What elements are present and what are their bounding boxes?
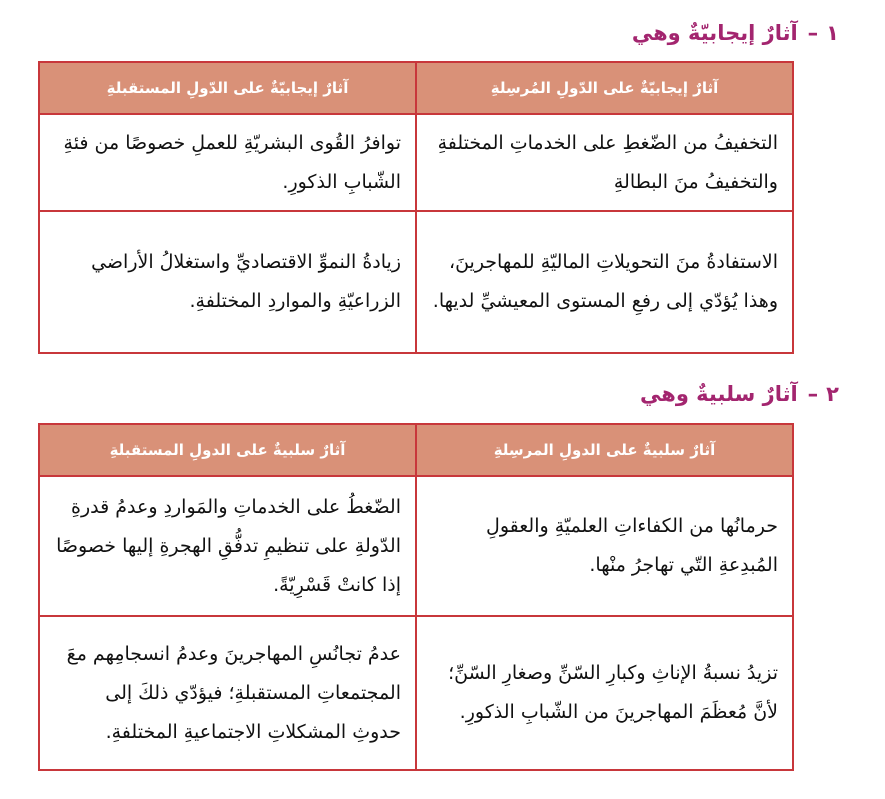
- section-2-number: ٢: [826, 382, 839, 406]
- section-1-heading: [632, 19, 839, 47]
- section-1-dash: –: [807, 21, 819, 45]
- table-row: [39, 616, 793, 770]
- table-row: [39, 211, 793, 353]
- cell-sender-effect: الاستفادةُ منَ التحويلاتِ الماليّةِ للمهاجرينَ، وهذا يُؤدّي إلى رفعِ المستوى المعيشيِّ لديها.: [416, 211, 793, 353]
- table-header-row: [39, 424, 793, 476]
- section-2-title: آثارٌ سلبيةٌ وهي: [640, 382, 798, 406]
- cell-sender-effect: تزيدُ نسبةُ الإناثِ وكبارِ السّنِّ وصغارِ السّنِّ؛ لأنَّ مُعظَمَ المهاجرينَ من الشّبابِ الذكورِ.: [416, 616, 793, 770]
- header-sending-countries: آثارٌ إيجابيّةٌ على الدّولِ المُرسِلةِ: [416, 62, 793, 114]
- section-1-number: ١: [826, 21, 839, 45]
- header-receiving-countries: آثارٌ إيجابيّةٌ على الدّولِ المستقبلةِ: [39, 62, 416, 114]
- cell-sender-effect: التخفيفُ من الضّغطِ على الخدماتِ المختلفةِ والتخفيفُ منَ البطالةِ: [416, 114, 793, 211]
- table-row: [39, 476, 793, 616]
- negative-effects-table: [38, 423, 794, 771]
- section-1-title: آثارٌ إيجابيّةٌ وهي: [631, 21, 798, 45]
- header-receiving-countries: آثارٌ سلبيةٌ على الدولِ المستقبلةِ: [39, 424, 416, 476]
- table-row: [39, 114, 793, 211]
- cell-sender-effect: حرمانُها من الكفاءاتِ العلميّةِ والعقولِ المُبدِعةِ التّي تهاجرُ منْها.: [416, 476, 793, 616]
- positive-effects-table: [38, 61, 794, 354]
- table-header-row: [39, 62, 793, 114]
- cell-receiver-effect: زيادةُ النموِّ الاقتصاديِّ واستغلالُ الأراضي الزراعيّةِ والمواردِ المختلفةِ.: [39, 211, 416, 353]
- section-2-heading: [640, 380, 839, 408]
- cell-receiver-effect: الضّغطُ على الخدماتِ والمَواردِ وعدمُ قدرةِ الدّولةِ على تنظيمِ تدفُّقِ الهجرةِ إليها خصوصًا إذا كانتْ قَسْرِيّةً.: [39, 476, 416, 616]
- header-sending-countries: آثارٌ سلبيةٌ على الدولِ المرسِلةِ: [416, 424, 793, 476]
- cell-receiver-effect: توافرُ القُوى البشريّةِ للعملِ خصوصًا من فئةِ الشّبابِ الذكورِ.: [39, 114, 416, 211]
- cell-receiver-effect: عدمُ تجانُسِ المهاجرينَ وعدمُ انسجامِهم معَ المجتمعاتِ المستقبلةِ؛ فيؤدّي ذلكَ إلى حدوثِ المشكلاتِ الاجتماعيةِ المختلفةِ.: [39, 616, 416, 770]
- section-2-dash: –: [807, 382, 819, 406]
